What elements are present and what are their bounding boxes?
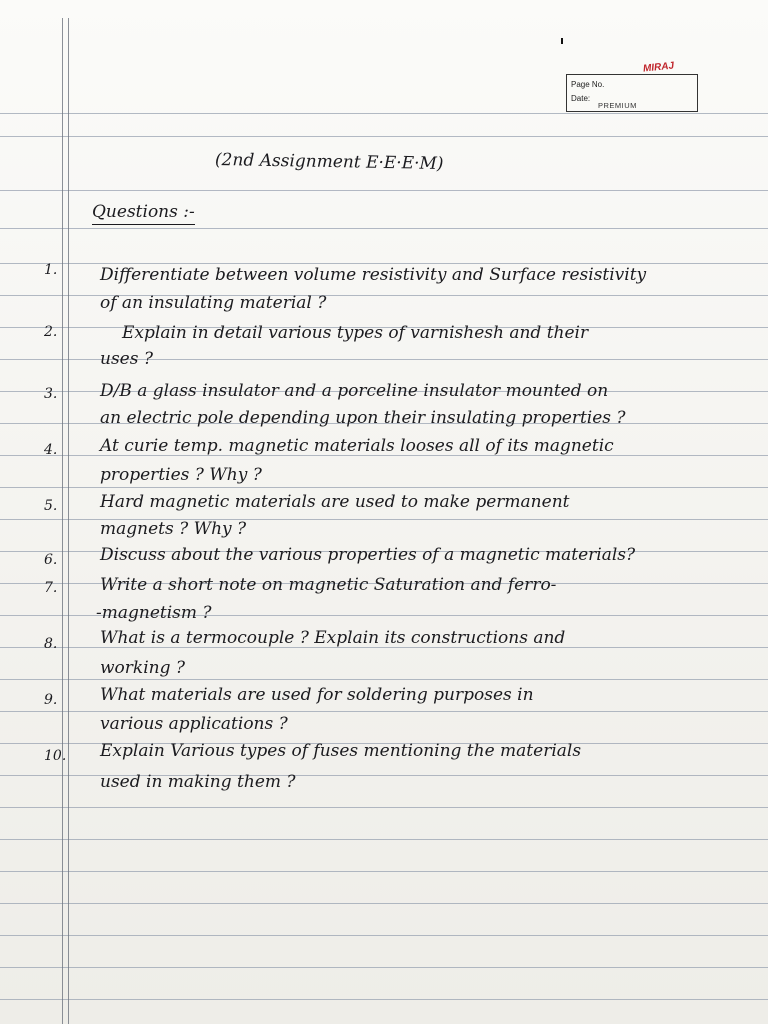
question-line: D/B a glass insulator and a porceline insulator mounted on [100,381,609,401]
ruled-line [0,967,768,968]
question-number: 4. [44,442,58,458]
question-line: magnets ? Why ? [100,519,247,539]
ruled-line [0,935,768,936]
page-title: (2nd Assignment E·E·E·M) [214,150,444,174]
question-line: Discuss about the various properties of a magnetic materials? [100,545,636,565]
question-number: 5. [44,498,58,514]
question-number: 9. [44,692,58,708]
question-line: What materials are used for soldering purposes in [100,685,534,705]
premium-label: PREMIUM [598,101,637,110]
question-number: 10. [44,748,67,764]
ruled-line [0,113,768,114]
question-number: 3. [44,386,58,402]
ruled-line [0,190,768,191]
question-line: Write a short note on magnetic Saturation and ferro- [100,575,557,595]
question-line: an electric pole depending upon their insulating properties ? [100,408,626,428]
question-line: What is a termocouple ? Explain its constructions and [100,628,566,648]
ruled-line [0,679,768,680]
question-line: various applications ? [100,714,288,734]
question-line: Explain in detail various types of varnishesh and their [122,323,589,343]
ruled-line [0,228,768,229]
question-line: working ? [100,658,185,678]
question-number: 8. [44,636,58,652]
section-heading: Questions :- [92,202,195,225]
question-line: properties ? Why ? [100,465,262,485]
ruled-line [0,839,768,840]
date-label: Date: [571,94,591,103]
question-line: Differentiate between volume resistivity and Surface resistivity [100,265,647,285]
question-line: -magnetism ? [96,603,212,623]
question-number: 1. [44,262,58,278]
margin-line [68,18,69,1024]
question-line: uses ? [100,349,153,369]
ruled-line [0,711,768,712]
ruled-line [0,487,768,488]
question-number: 6. [44,552,58,568]
brand-logo: MIRAJ [642,60,675,75]
page-no-label: Page No. [571,80,605,89]
ruled-line [0,903,768,904]
ruled-line [0,263,768,264]
question-number: 2. [44,324,58,340]
question-line: Hard magnetic materials are used to make permanent [100,492,570,512]
question-line: Explain Various types of fuses mentioning the materials [100,741,582,761]
question-line: At curie temp. magnetic materials looses all of its magnetic [100,436,614,456]
ruled-line [0,136,768,137]
margin-line [62,18,63,1024]
ruled-line [0,807,768,808]
question-line: used in making them ? [100,772,296,792]
pen-mark [561,38,563,44]
question-number: 7. [44,580,58,596]
ruled-line [0,999,768,1000]
ruled-line [0,871,768,872]
question-line: of an insulating material ? [100,293,327,313]
